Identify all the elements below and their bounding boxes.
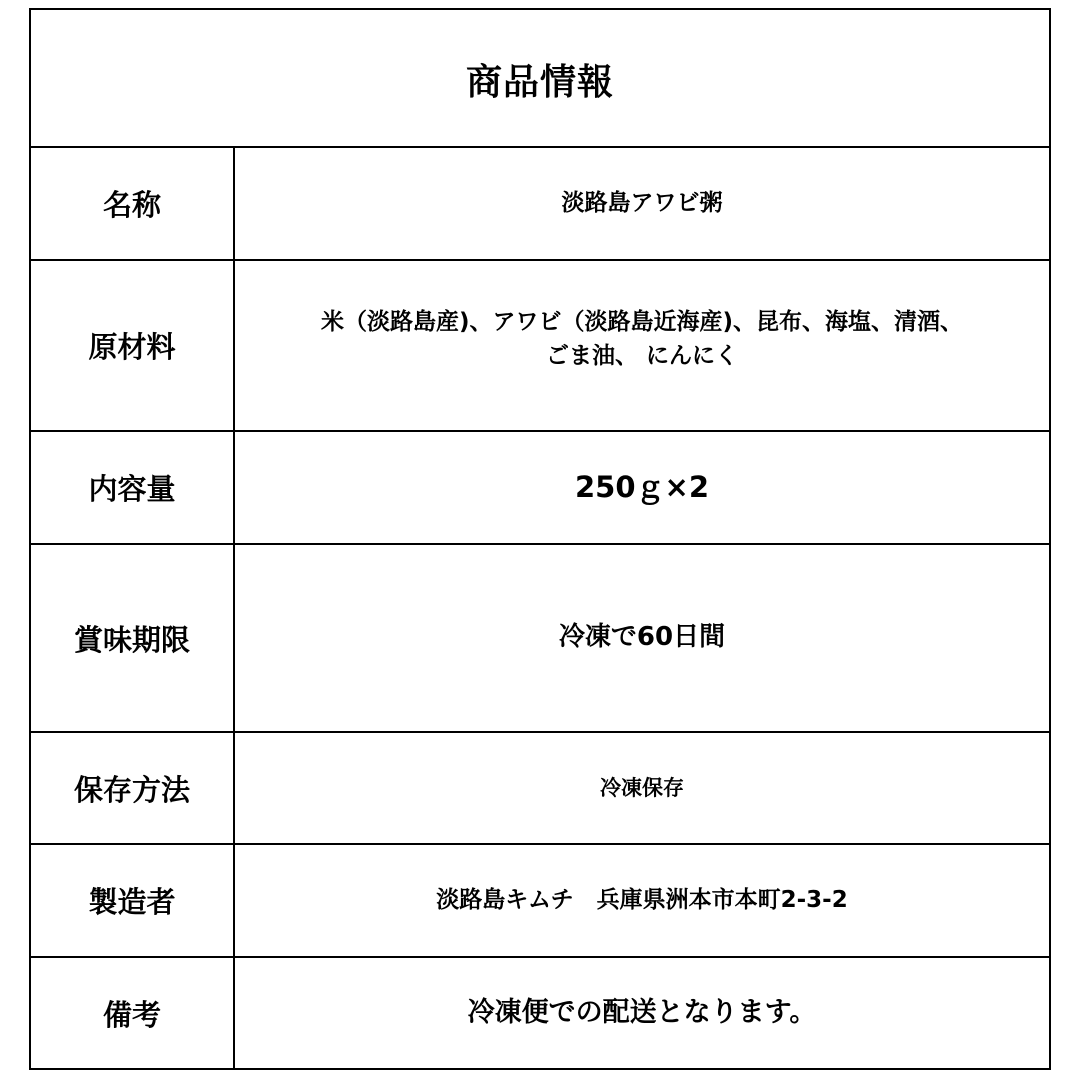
row-storage (31, 733, 1049, 845)
table-title: 商品情報 (465, 61, 614, 103)
row-manufacturer (31, 845, 1049, 958)
value-quantity: 250ｇ×2 (574, 470, 709, 505)
product-info-table (29, 8, 1051, 1070)
value-notes: 冷凍便での配送となります。 (467, 997, 817, 1029)
row-expiry (31, 545, 1049, 733)
value-name: 淡路島アワビ粥 (561, 189, 723, 216)
label-name: 名称 (31, 148, 235, 259)
label-storage: 保存方法 (31, 733, 235, 843)
value-expiry: 冷凍で60日間 (558, 622, 726, 653)
row-quantity (31, 432, 1049, 545)
row-ingredients (31, 261, 1049, 432)
row-notes (31, 958, 1049, 1068)
value-manufacturer: 淡路島キムチ 兵庫県洲本市本町2-3-2 (436, 886, 848, 913)
label-notes: 備考 (31, 958, 235, 1068)
value-ingredients (235, 261, 1049, 430)
label-manufacturer: 製造者 (31, 845, 235, 956)
label-ingredients: 原材料 (31, 261, 235, 430)
value-storage: 冷凍保存 (600, 775, 684, 800)
ingredients-line-1: 米（淡路島産)、アワビ（淡路島近海産)、昆布、海塩、清酒、 (320, 309, 964, 336)
label-expiry: 賞味期限 (31, 545, 235, 731)
label-quantity: 内容量 (31, 432, 235, 543)
ingredients-line-2: ごま油、 にんにく (545, 342, 738, 369)
row-name (31, 148, 1049, 261)
table-title-row (31, 10, 1049, 148)
